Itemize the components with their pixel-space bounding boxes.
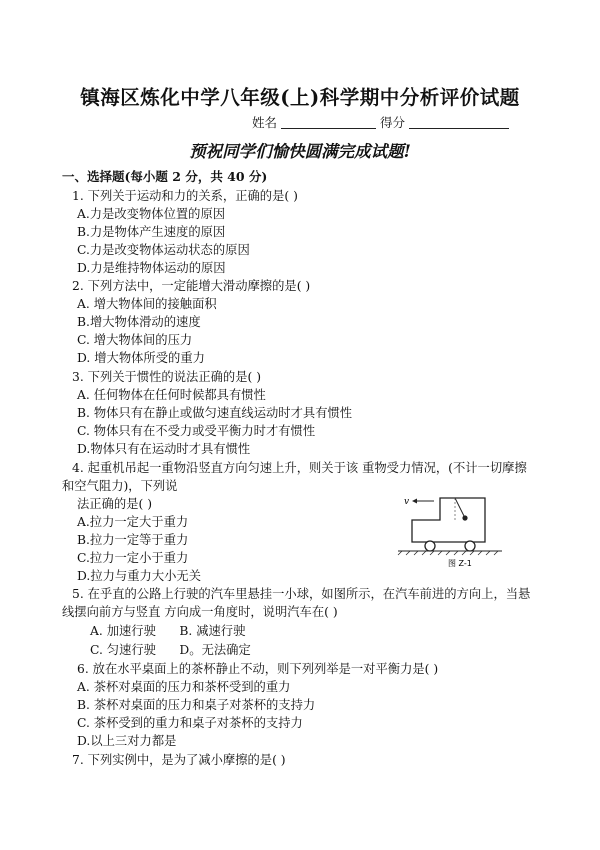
question-7: 7. 下列实例中，是为了减小摩擦的是( )	[72, 753, 286, 767]
score-field[interactable]	[409, 116, 509, 129]
score-label: 得分	[379, 115, 405, 130]
question-4-cont: 和空气阻力)，下列说	[62, 479, 178, 493]
rear-wheel	[425, 541, 435, 551]
q2-option-b: B.增大物体滑动的速度	[77, 315, 201, 329]
q6-option-a: A. 茶杯对桌面的压力和茶杯受到的重力	[77, 680, 291, 694]
q4-option-a: A.拉力一定大于重力	[77, 515, 189, 529]
truck-body	[412, 498, 485, 542]
q5-options-ab: A. 加速行驶 B. 减速行驶	[90, 624, 246, 638]
q3-option-a: A. 任何物体在任何时候都具有惯性	[77, 388, 266, 402]
pendulum-ball	[462, 515, 467, 520]
truck-pendulum-diagram	[390, 490, 540, 570]
question-4-cont2: 法正确的是( )	[77, 497, 152, 511]
question-4: 4. 起重机吊起一重物沿竖直方向匀速上升，则关于该 重物受力情况，(不计一切摩擦	[72, 461, 527, 475]
q3-option-d: D.物体只有在运动时才具有惯性	[77, 442, 251, 456]
slogan: 预祝同学们愉快圆满完成试题!	[189, 142, 411, 161]
question-3: 3. 下列关于惯性的说法正确的是( )	[72, 370, 262, 384]
q1-option-d: D.力是维持物体运动的原因	[77, 261, 226, 275]
page-title: 镇海区炼化中学八年级(上)科学期中分析评价试题	[80, 86, 520, 109]
q3-option-b: B. 物体只有在静止或做匀速直线运动时才具有惯性	[77, 406, 353, 420]
name-field[interactable]	[281, 116, 376, 129]
q3-option-c: C. 物体只有在不受力或受平衡力时才有惯性	[77, 424, 316, 438]
q2-option-a: A. 增大物体间的接触面积	[77, 297, 217, 311]
section-heading: 一、选择题(每小题 2 分，共 40 分)	[62, 169, 268, 184]
velocity-label: v	[404, 497, 410, 507]
q6-option-d: D.以上三对力都是	[77, 734, 177, 748]
name-score-row	[252, 113, 509, 131]
question-1: 1. 下列关于运动和力的关系，正确的是( )	[72, 189, 298, 203]
figure-caption: 图 Z-1	[448, 559, 472, 568]
velocity-arrowhead	[412, 499, 417, 504]
q1-option-b: B.力是物体产生速度的原因	[77, 225, 226, 239]
q6-option-b: B. 茶杯对桌面的压力和桌子对茶杯的支持力	[77, 698, 316, 712]
question-6: 6. 放在水平桌面上的茶杯静止不动，则下列列举是一对平衡力是( )	[77, 662, 439, 676]
question-5-cont: 线摆向前方与竖直 方向成一角度时，说明汽车在( )	[62, 605, 338, 619]
q1-option-a: A.力是改变物体位置的原因	[77, 207, 226, 221]
q2-option-c: C. 增大物体间的压力	[77, 333, 193, 347]
ground-hatch	[398, 551, 498, 555]
q1-option-c: C.力是改变物体运动状态的原因	[77, 243, 250, 257]
figure-z1	[390, 490, 540, 570]
q6-option-c: C. 茶杯受到的重力和桌子对茶杯的支持力	[77, 716, 303, 730]
q4-option-c: C.拉力一定小于重力	[77, 551, 189, 565]
q5-options-cd: C. 匀速行驶 D。无法确定	[90, 643, 251, 657]
front-wheel	[465, 541, 475, 551]
pendulum-string	[455, 498, 464, 516]
q4-option-d: D.拉力与重力大小无关	[77, 569, 202, 583]
q2-option-d: D. 增大物体所受的重力	[77, 351, 205, 365]
name-label: 姓名	[252, 115, 278, 130]
question-2: 2. 下列方法中，一定能增大滑动摩擦的是( )	[72, 279, 311, 293]
question-5: 5. 在乎直的公路上行驶的汽车里悬挂一小球，如图所示，在汽车前进的方向上，当悬	[72, 587, 531, 601]
q4-option-b: B.拉力一定等于重力	[77, 533, 189, 547]
